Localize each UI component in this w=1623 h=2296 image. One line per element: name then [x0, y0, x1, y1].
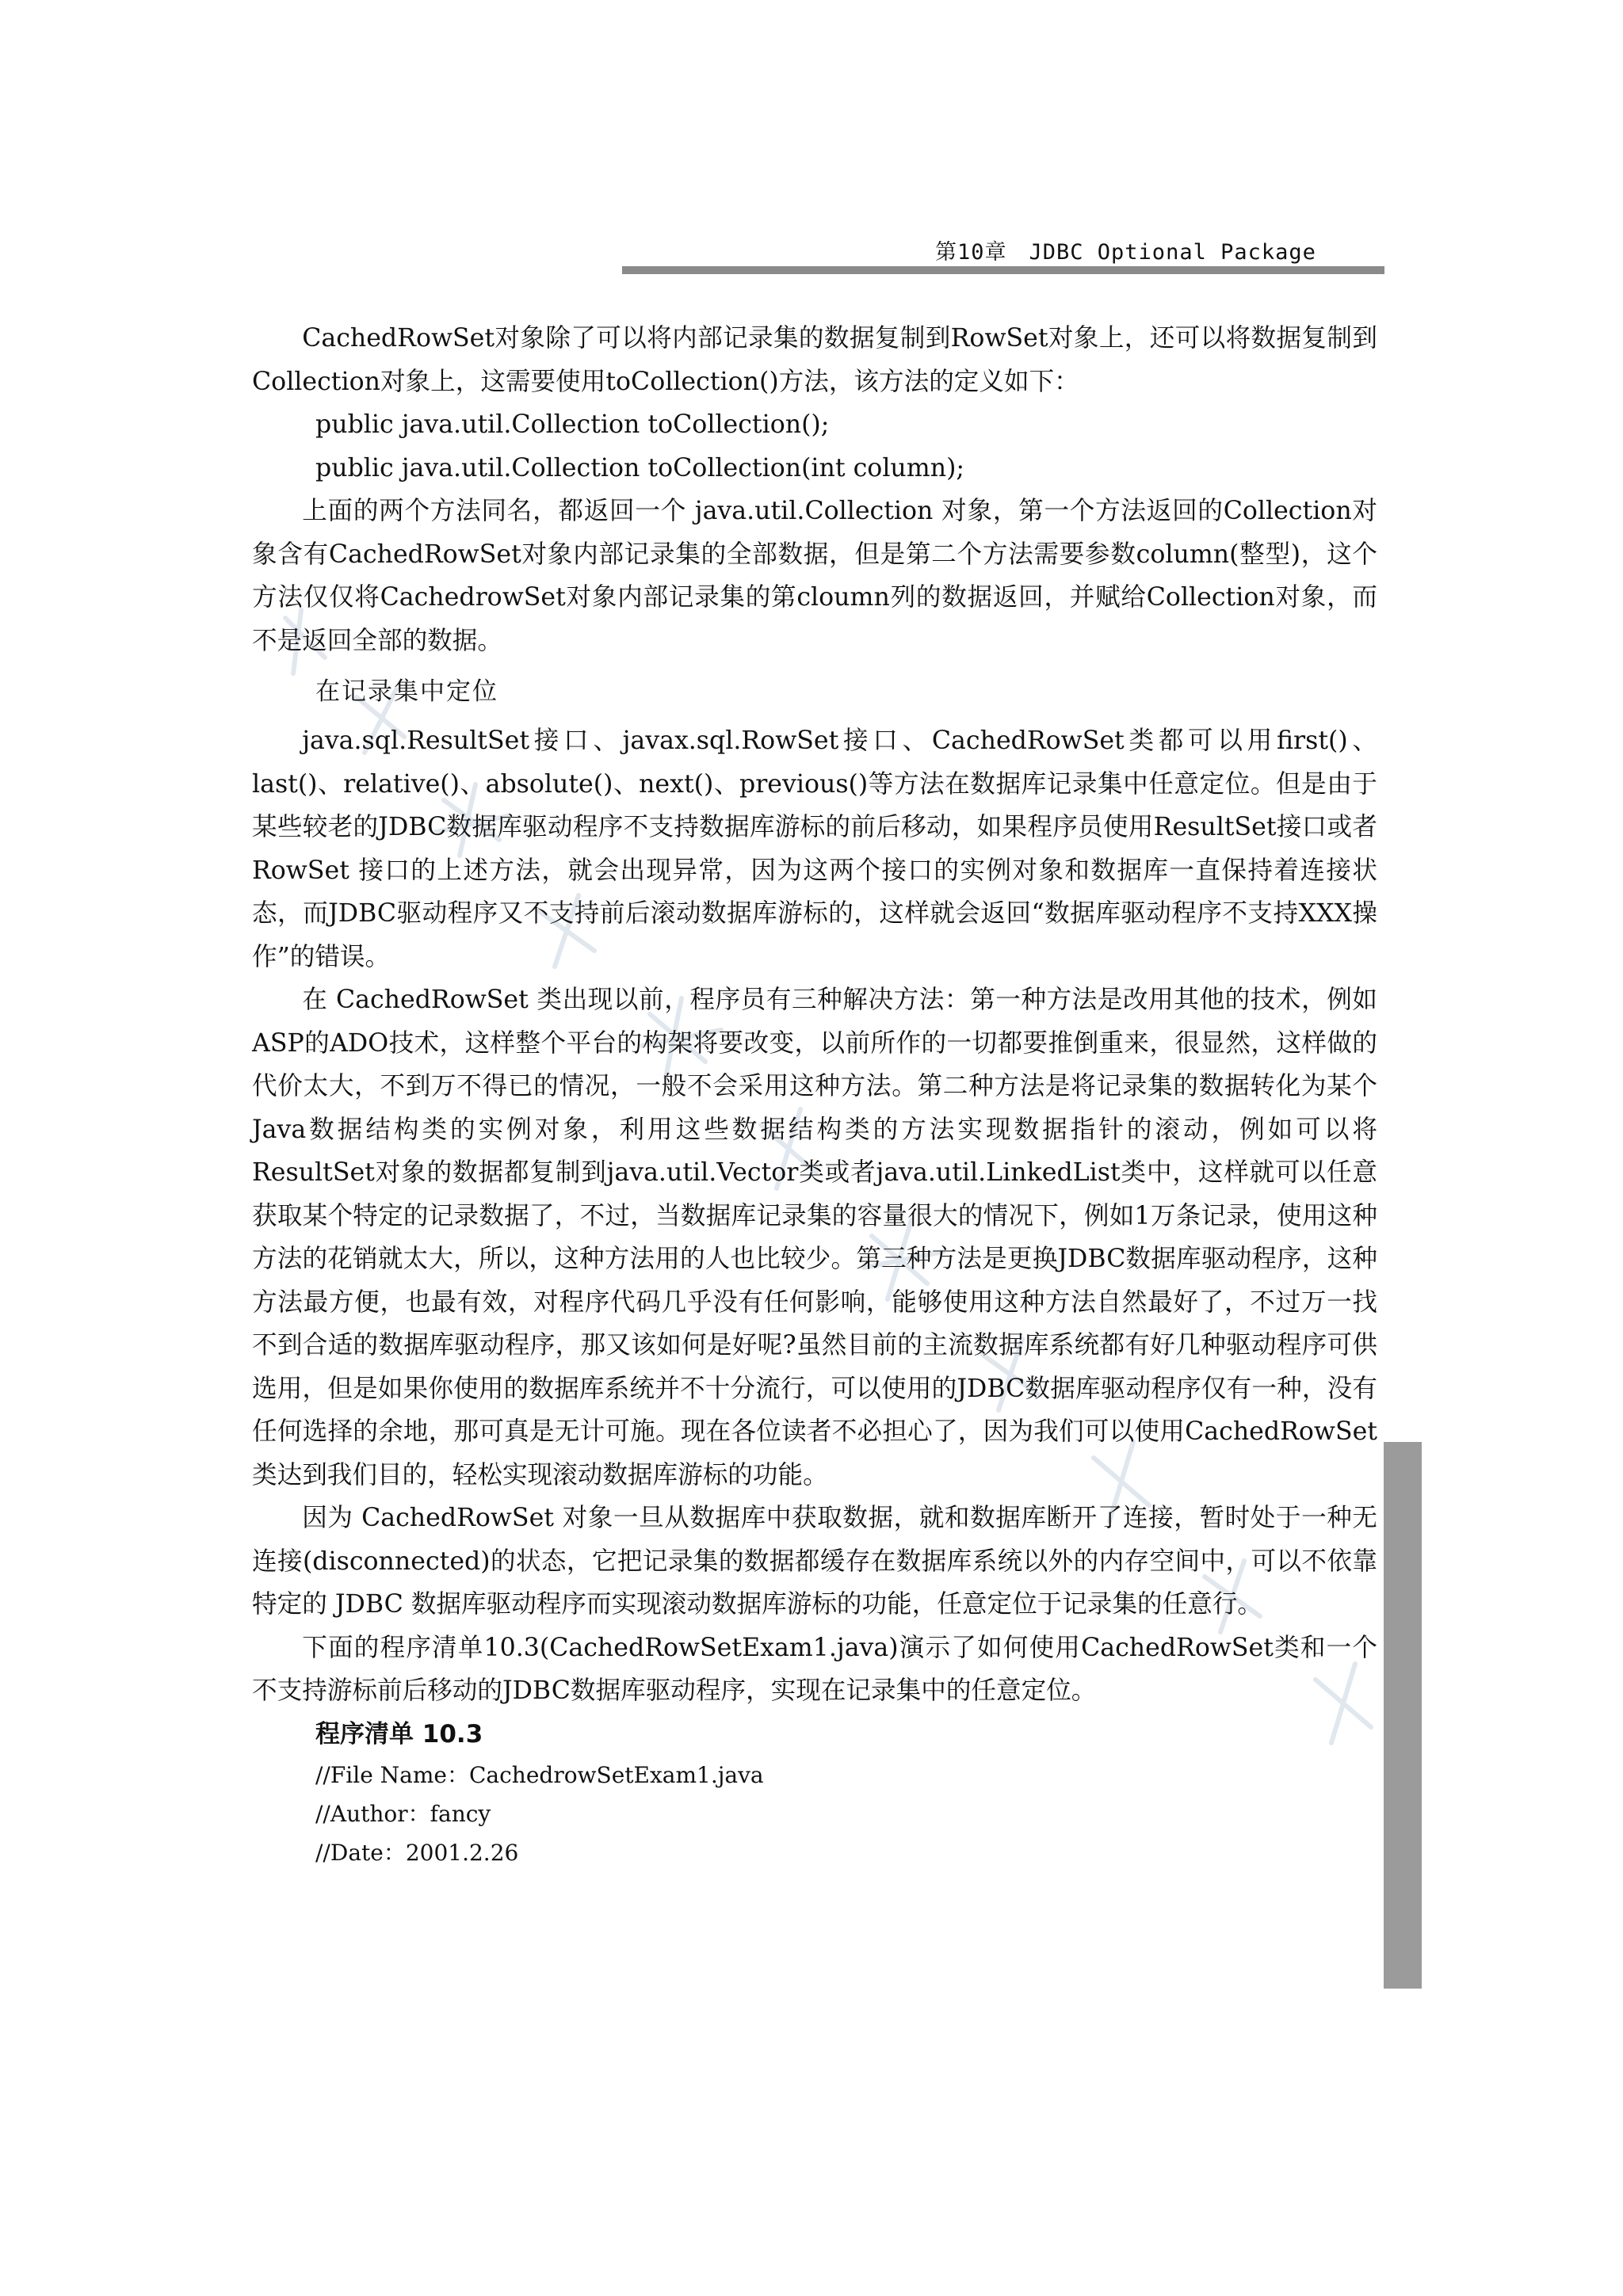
paragraph-listing-intro: 下面的程序清单10.3(CachedRowSetExam1.java)演示了如何使用CachedRowSet类和一个不支持游标前后移动的JDBC数据库驱动程序，实现在记录集中的任意定位。 — [252, 1633, 1377, 1705]
code-line: public java.util.Collection toCollection(); — [315, 410, 830, 439]
side-tab — [1384, 1442, 1422, 1989]
listing-line: //Date：2001.2.26 — [315, 1839, 519, 1866]
listing-line: //File Name：CachedrowSetExam1.java — [315, 1761, 764, 1788]
code-line: public java.util.Collection toCollection(int column); — [315, 453, 965, 482]
paragraph-solutions: 在 CachedRowSet 类出现以前，程序员有三种解决方法：第一种方法是改用其他的技术，例如ASP的ADO技术，这样整个平台的构架将要改变，以前所作的一切都要推倒重来，很显然，这样做的代价太大，不到万不得已的情况，一般不会采用这种方法。第二种方法是将记录集的数据转化为某个Java数据结构类的实例对象，利用这些数据结构类的方法实现数据指针的滚动，例如可以将ResultSet对象的数据都复制到java.util.Vector类或者java.util.LinkedList类中，这样就可以任意获取某个特定的记录数据了，不过，当数据库记录集的容量很大的情况下，例如1万条记录，使用这种方法的花销就太大，所以，这种方法用的人也比较少。第三种方法是更换JDBC数据库驱动程序，这种方法最方便，也最有效，对程序代码几乎没有任何影响，能够使用这种方法自然最好了，不过万一找不到合适的数据库驱动程序，那又该如何是好呢?虽然目前的主流数据库系统都有好几种驱动程序可供选用，但是如果你使用的数据库系统并不十分流行，可以使用的JDBC数据库驱动程序仅有一种，没有任何选择的余地，那可真是无计可施。现在各位读者不必担心了，因为我们可以使用CachedRowSet类达到我们目的，轻松实现滚动数据库游标的功能。 — [252, 986, 1377, 1489]
paragraph-methods-explained: 上面的两个方法同名，都返回一个 java.util.Collection 对象，第一个方法返回的Collection对象含有CachedRowSet对象内部记录集的全部数据，但是第二个方法需要参数column(整型)，这个方法仅仅将CachedrowSet对象内部记录集的第cloumn列的数据返回，并赋给Collection对象，而不是返回全部的数据。 — [252, 497, 1377, 655]
section-heading: 在记录集中定位 — [315, 677, 498, 706]
page-body — [252, 317, 1377, 1872]
paragraph-positioning: java.sql.ResultSet接口、javax.sql.RowSet接口、CachedRowSet类都可以用first()、last()、relative()、absolute()、next()、previous()等方法在数据库记录集中任意定位。但是由于某些较老的JDBC数据库驱动程序不支持数据库游标的前后移动，如果程序员使用ResultSet接口或者 RowSet 接口的上述方法，就会出现异常，因为这两个接口的实例对象和数据库一直保持着连接状态，而JDBC驱动程序又不支持前后滚动数据库游标的，这样就会返回“数据库驱动程序不支持XXX操作”的错误。 — [252, 727, 1377, 971]
paragraph-tocollection: CachedRowSet对象除了可以将内部记录集的数据复制到RowSet对象上，还可以将数据复制到Collection对象上，这需要使用toCollection()方法，该方法的定义如下： — [252, 324, 1377, 396]
chapter-header: 第10章 JDBC Optional Package — [935, 240, 1316, 265]
paragraph-disconnected: 因为 CachedRowSet 对象一旦从数据库中获取数据，就和数据库断开了连接，暂时处于一种无连接(disconnected)的状态，它把记录集的数据都缓存在数据库系统以外的内存空间中，可以不依靠特定的 JDBC 数据库驱动程序而实现滚动数据库游标的功能，任意定位于记录集的任意行。 — [252, 1504, 1377, 1619]
listing-line: //Author：fancy — [315, 1800, 491, 1827]
header-rule — [622, 266, 1384, 274]
listing-title: 程序清单 10.3 — [315, 1719, 483, 1749]
